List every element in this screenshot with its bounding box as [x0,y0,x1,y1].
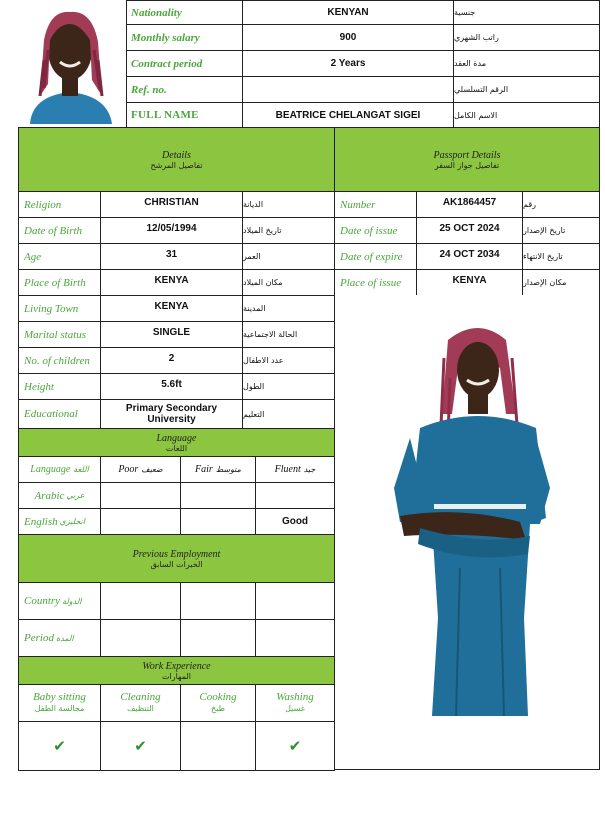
ref-label: Ref. no. [126,76,243,103]
nationality-value: KENYAN [242,0,454,25]
skill-washing [255,684,335,722]
contract-label: Contract period [126,50,243,77]
lang-col-fair [180,456,256,483]
employment-header-en: Previous Employment [132,548,221,560]
employment-header [18,534,335,583]
passport-header-en: Passport Details [433,149,501,161]
skill-label-ar: مجالسة الطفل [34,704,85,713]
detail-value: 31 [100,243,243,270]
skill-label: Baby sitting [33,691,86,703]
detail-ar: الديانة [242,191,335,218]
full-name-ar: الاسم الكامل [453,102,600,128]
detail-ar: الحالة الاجتماعية [242,321,335,348]
skill-label-ar: طبخ [211,704,225,713]
detail-ar: عدد الاطفال [242,347,335,374]
detail-value: 5.6ft [100,373,243,400]
lang-col-fair-en: Fair [195,464,213,475]
detail-ar: العمر [242,243,335,270]
detail-ar: الطول [242,373,335,400]
skill-label: Cleaning [120,691,161,703]
detail-value: KENYA [100,269,243,296]
detail-label: Living Town [18,295,101,322]
skill-label: Washing [276,691,314,703]
lang-english-ar: انجليزي [59,517,85,526]
passport-value: AK1864457 [416,191,523,218]
language-header-en: Language [156,432,197,444]
full-name-label: FULL NAME [126,102,243,128]
detail-label: Marital status [18,321,101,348]
employment-period-ar: المدة [55,633,74,643]
passport-label: Date of expire [334,243,417,270]
lang-arabic-ar: عربي [66,491,85,500]
lang-arabic-label [18,482,101,509]
employment-period-cell-1 [100,619,181,657]
lang-col-poor-ar: ضعيف [141,465,163,474]
passport-ar: تاريخ الانتهاء [522,243,600,270]
check-icon: ✔ [100,721,181,771]
detail-label: Date of Birth [18,217,101,244]
salary-ar: راتب الشهري [453,24,600,51]
lang-arabic-fluent [255,482,335,509]
detail-value: 2 [100,347,243,374]
employment-period-cell-2 [180,619,256,657]
portrait-photo [20,0,120,124]
nationality-ar: جنسية [453,0,600,25]
passport-header-ar: تفاصيل جواز السفر [434,160,500,170]
check-icon: ✔ [255,721,335,771]
check-icon: ✔ [18,721,101,771]
detail-value: CHRISTIAN [100,191,243,218]
passport-ar: تاريخ الإصدار [522,217,600,244]
skill-cleaning [100,684,181,722]
skill-label: Cooking [199,691,237,703]
full-name-value: BEATRICE CHELANGAT SIGEI [242,102,454,128]
employment-country-en: Country [24,595,61,607]
employment-period-en: Period [24,632,54,644]
detail-ar: مكان الميلاد [242,269,335,296]
details-header-en: Details [162,149,191,161]
detail-value: SINGLE [100,321,243,348]
lang-col-poor-en: Poor [118,464,139,475]
employment-country-ar: الدولة [62,596,82,606]
lang-english-fluent: Good [255,508,335,535]
lang-arabic-poor [100,482,181,509]
detail-value: 12/05/1994 [100,217,243,244]
lang-col-language [18,456,101,483]
employment-country-cell-3 [255,582,335,620]
nationality-label: Nationality [126,0,243,25]
language-header-ar: اللغات [165,443,188,453]
passport-value: 24 OCT 2034 [416,243,523,270]
employment-country-cell-2 [180,582,256,620]
detail-label: Religion [18,191,101,218]
skill-cooking-check [180,721,256,771]
employment-country-cell-1 [100,582,181,620]
detail-label: Place of Birth [18,269,101,296]
lang-col-poor [100,456,181,483]
lang-col-fair-ar: متوسط [215,465,241,474]
lang-english-en: English [24,515,58,528]
lang-english-label [18,508,101,535]
passport-label: Number [334,191,417,218]
detail-ar: المدينة [242,295,335,322]
contract-value: 2 Years [242,50,454,77]
lang-col-fluent-en: Fluent [274,464,301,475]
passport-value: KENYA [416,269,523,296]
lang-col-fluent-ar: جيد [303,465,316,474]
passport-header [334,127,600,192]
passport-value: 25 OCT 2024 [416,217,523,244]
skill-label-ar: التنظيف [127,704,154,713]
details-header [18,127,335,192]
passport-label: Place of issue [334,269,417,296]
lang-arabic-en: Arabic [34,489,65,502]
ref-value [242,76,454,103]
ref-ar: الرقم التسلسلي [453,76,600,103]
experience-header-ar: المهارات [161,671,192,681]
detail-ar: التعليم [242,399,335,429]
detail-value: KENYA [100,295,243,322]
lang-col-language-ar: اللغة [73,465,89,474]
detail-ar: تاريخ الميلاد [242,217,335,244]
employment-country-label [18,582,101,620]
employment-period-cell-3 [255,619,335,657]
passport-ar: رقم [522,191,600,218]
detail-label: Educational [18,399,101,429]
lang-english-poor [100,508,181,535]
employment-header-ar: الخبرات السابق [150,559,203,569]
salary-label: Monthly salary [126,24,243,51]
passport-ar: مكان الإصدار [522,269,600,296]
salary-value: 900 [242,24,454,51]
details-header-ar: تفاصيل المرشح [150,160,203,170]
skill-baby-sitting [18,684,101,722]
detail-label: Age [18,243,101,270]
experience-header [18,656,335,685]
lang-arabic-fair [180,482,256,509]
lang-col-language-en: Language [30,464,71,475]
full-body-photo [360,318,560,722]
detail-label: No. of children [18,347,101,374]
language-header [18,428,335,457]
skill-cooking [180,684,256,722]
lang-col-fluent [255,456,335,483]
experience-header-en: Work Experience [142,660,211,672]
contract-ar: مدة العقد [453,50,600,77]
passport-label: Date of issue [334,217,417,244]
detail-value: Primary Secondary University [100,399,243,429]
lang-english-fair [180,508,256,535]
detail-label: Height [18,373,101,400]
employment-period-label [18,619,101,657]
skill-label-ar: غسيل [285,704,305,713]
